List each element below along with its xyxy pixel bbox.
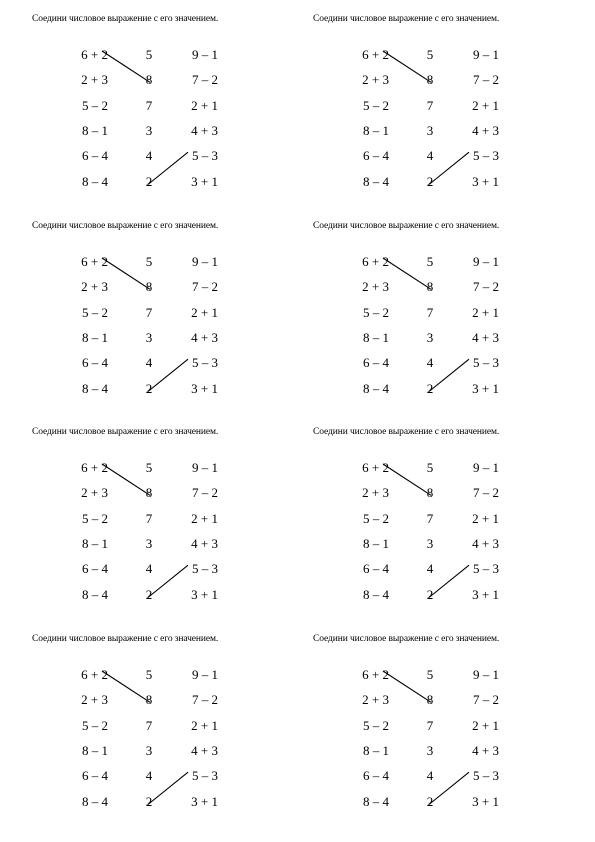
expression-right: 5 – 3 — [473, 355, 499, 371]
value-number: 4 — [426, 768, 434, 784]
expression-left: 8 – 1 — [363, 742, 389, 758]
expression-right: 9 – 1 — [192, 254, 218, 269]
expression-left: 2 + 3 — [81, 485, 108, 501]
expression-left: 8 – 1 — [82, 329, 108, 345]
expression-left: 6 + 2 — [81, 667, 108, 682]
value-number: 5 — [145, 460, 153, 475]
expression-right: 2 + 1 — [191, 717, 218, 733]
expression-left: 6 + 2 — [362, 254, 389, 269]
expression-right: 2 + 1 — [472, 717, 499, 733]
value-number: 3 — [426, 535, 434, 551]
exercise-card — [313, 221, 593, 421]
answer-lines — [313, 634, 593, 834]
expression-left: 6 – 4 — [82, 561, 108, 577]
expression-right: 7 – 2 — [473, 279, 499, 295]
value-number: 3 — [426, 742, 434, 758]
expression-left: 5 – 2 — [82, 97, 108, 113]
value-number: 7 — [145, 304, 153, 320]
expression-right: 2 + 1 — [191, 97, 218, 113]
expression-left: 5 – 2 — [363, 717, 389, 733]
expression-left: 5 – 2 — [82, 510, 108, 526]
value-number: 2 — [426, 380, 434, 396]
expression-right: 5 – 3 — [192, 148, 218, 164]
expression-left: 6 – 4 — [82, 355, 108, 371]
expression-left: 6 – 4 — [363, 561, 389, 577]
expression-left: 2 + 3 — [362, 692, 389, 708]
expression-left: 8 – 4 — [82, 793, 108, 809]
answer-lines — [313, 427, 593, 627]
expression-left: 8 – 4 — [82, 380, 108, 396]
exercise-card — [313, 427, 593, 627]
expression-right: 5 – 3 — [473, 561, 499, 577]
value-number: 2 — [145, 380, 153, 396]
exercise-instruction: Соедини числовое выражение с его значением. — [313, 14, 500, 24]
value-number: 4 — [145, 768, 153, 784]
value-number: 7 — [426, 717, 434, 733]
value-number: 8 — [145, 692, 153, 708]
expression-right: 9 – 1 — [473, 47, 499, 62]
value-number: 3 — [426, 329, 434, 345]
connection-line — [429, 152, 469, 184]
value-number: 7 — [145, 510, 153, 526]
expression-right: 5 – 3 — [192, 355, 218, 371]
expression-left: 8 – 4 — [363, 793, 389, 809]
value-number: 7 — [426, 97, 434, 113]
expression-left: 6 + 2 — [81, 254, 108, 269]
value-number: 5 — [426, 254, 434, 269]
expression-right: 9 – 1 — [473, 667, 499, 682]
answer-lines — [32, 427, 312, 627]
expression-right: 3 + 1 — [191, 380, 218, 396]
value-number: 8 — [145, 279, 153, 295]
value-number: 3 — [145, 742, 153, 758]
value-number: 3 — [145, 122, 153, 138]
value-number: 2 — [426, 586, 434, 602]
expression-left: 8 – 4 — [363, 380, 389, 396]
expression-right: 4 + 3 — [191, 122, 218, 138]
connection-line — [429, 359, 469, 391]
expression-right: 9 – 1 — [473, 460, 499, 475]
expression-right: 3 + 1 — [191, 793, 218, 809]
expression-right: 7 – 2 — [192, 279, 218, 295]
connection-line — [383, 464, 431, 495]
exercise-card — [32, 221, 312, 421]
expression-left: 8 – 1 — [82, 122, 108, 138]
value-number: 3 — [145, 329, 153, 345]
expression-right: 5 – 3 — [473, 768, 499, 784]
connection-line — [383, 51, 431, 82]
expression-right: 2 + 1 — [191, 510, 218, 526]
expression-right: 4 + 3 — [472, 329, 499, 345]
exercise-card — [32, 14, 312, 214]
value-number: 8 — [426, 72, 434, 88]
value-number: 8 — [426, 279, 434, 295]
value-number: 8 — [145, 485, 153, 501]
value-number: 4 — [145, 355, 153, 371]
expression-right: 3 + 1 — [472, 380, 499, 396]
expression-left: 6 – 4 — [363, 148, 389, 164]
expression-left: 8 – 4 — [82, 586, 108, 602]
expression-left: 8 – 1 — [363, 535, 389, 551]
expression-left: 8 – 1 — [82, 535, 108, 551]
value-number: 2 — [145, 793, 153, 809]
expression-left: 2 + 3 — [362, 279, 389, 295]
expression-right: 4 + 3 — [191, 329, 218, 345]
expression-left: 2 + 3 — [362, 485, 389, 501]
value-number: 8 — [426, 485, 434, 501]
value-number: 3 — [145, 535, 153, 551]
expression-left: 5 – 2 — [82, 717, 108, 733]
value-number: 5 — [145, 667, 153, 682]
value-number: 5 — [145, 47, 153, 62]
expression-left: 6 + 2 — [362, 47, 389, 62]
answer-lines — [32, 221, 312, 421]
expression-left: 8 – 4 — [82, 173, 108, 189]
expression-right: 9 – 1 — [192, 47, 218, 62]
connection-line — [102, 258, 150, 289]
expression-right: 7 – 2 — [473, 692, 499, 708]
exercise-card — [313, 634, 593, 834]
expression-right: 7 – 2 — [192, 485, 218, 501]
connection-line — [148, 772, 188, 804]
exercise-card — [32, 634, 312, 834]
exercise-instruction: Соедини числовое выражение с его значением. — [32, 427, 219, 437]
expression-left: 6 – 4 — [82, 768, 108, 784]
answer-lines — [313, 221, 593, 421]
connection-line — [383, 258, 431, 289]
expression-left: 8 – 4 — [363, 586, 389, 602]
expression-right: 3 + 1 — [472, 586, 499, 602]
value-number: 2 — [426, 173, 434, 189]
expression-left: 6 + 2 — [362, 460, 389, 475]
expression-left: 6 + 2 — [81, 460, 108, 475]
expression-right: 2 + 1 — [472, 97, 499, 113]
connection-line — [148, 152, 188, 184]
expression-right: 2 + 1 — [191, 304, 218, 320]
expression-right: 2 + 1 — [472, 510, 499, 526]
answer-lines — [32, 14, 312, 214]
value-number: 4 — [426, 148, 434, 164]
expression-left: 6 + 2 — [362, 667, 389, 682]
value-number: 7 — [145, 97, 153, 113]
expression-left: 5 – 2 — [363, 97, 389, 113]
value-number: 7 — [426, 304, 434, 320]
value-number: 8 — [426, 692, 434, 708]
connection-line — [429, 772, 469, 804]
value-number: 5 — [145, 254, 153, 269]
expression-right: 3 + 1 — [472, 173, 499, 189]
value-number: 4 — [145, 148, 153, 164]
expression-right: 4 + 3 — [191, 742, 218, 758]
value-number: 5 — [426, 667, 434, 682]
expression-left: 2 + 3 — [81, 279, 108, 295]
value-number: 7 — [426, 510, 434, 526]
exercise-instruction: Соедини числовое выражение с его значением. — [32, 221, 219, 231]
expression-right: 9 – 1 — [192, 667, 218, 682]
expression-right: 5 – 3 — [192, 561, 218, 577]
expression-left: 5 – 2 — [82, 304, 108, 320]
expression-right: 7 – 2 — [192, 692, 218, 708]
value-number: 5 — [426, 47, 434, 62]
expression-right: 7 – 2 — [473, 485, 499, 501]
expression-left: 8 – 1 — [363, 122, 389, 138]
value-number: 5 — [426, 460, 434, 475]
connection-line — [102, 464, 150, 495]
value-number: 8 — [145, 72, 153, 88]
expression-left: 8 – 1 — [82, 742, 108, 758]
exercise-instruction: Соедини числовое выражение с его значением. — [32, 634, 219, 644]
exercise-card — [32, 427, 312, 627]
expression-left: 6 + 2 — [81, 47, 108, 62]
expression-right: 4 + 3 — [472, 535, 499, 551]
expression-right: 5 – 3 — [192, 768, 218, 784]
connection-line — [102, 51, 150, 82]
expression-right: 9 – 1 — [192, 460, 218, 475]
expression-right: 5 – 3 — [473, 148, 499, 164]
value-number: 4 — [426, 561, 434, 577]
expression-left: 8 – 4 — [363, 173, 389, 189]
expression-right: 3 + 1 — [472, 793, 499, 809]
connection-line — [102, 671, 150, 702]
connection-line — [383, 671, 431, 702]
expression-right: 9 – 1 — [473, 254, 499, 269]
expression-right: 3 + 1 — [191, 586, 218, 602]
expression-right: 4 + 3 — [472, 122, 499, 138]
expression-left: 6 – 4 — [363, 768, 389, 784]
exercise-instruction: Соедини числовое выражение с его значением. — [313, 634, 500, 644]
expression-left: 2 + 3 — [81, 692, 108, 708]
expression-left: 5 – 2 — [363, 304, 389, 320]
value-number: 4 — [145, 561, 153, 577]
expression-right: 4 + 3 — [191, 535, 218, 551]
connection-line — [429, 565, 469, 597]
answer-lines — [313, 14, 593, 214]
expression-left: 6 – 4 — [363, 355, 389, 371]
expression-right: 7 – 2 — [192, 72, 218, 88]
value-number: 2 — [145, 586, 153, 602]
value-number: 3 — [426, 122, 434, 138]
expression-right: 7 – 2 — [473, 72, 499, 88]
expression-right: 3 + 1 — [191, 173, 218, 189]
value-number: 2 — [145, 173, 153, 189]
exercise-instruction: Соедини числовое выражение с его значением. — [313, 427, 500, 437]
expression-left: 2 + 3 — [362, 72, 389, 88]
expression-left: 5 – 2 — [363, 510, 389, 526]
exercise-instruction: Соедини числовое выражение с его значением. — [32, 14, 219, 24]
exercise-instruction: Соедини числовое выражение с его значением. — [313, 221, 500, 231]
value-number: 2 — [426, 793, 434, 809]
expression-left: 6 – 4 — [82, 148, 108, 164]
expression-right: 2 + 1 — [472, 304, 499, 320]
connection-line — [148, 565, 188, 597]
expression-left: 2 + 3 — [81, 72, 108, 88]
connection-line — [148, 359, 188, 391]
expression-left: 8 – 1 — [363, 329, 389, 345]
value-number: 7 — [145, 717, 153, 733]
answer-lines — [32, 634, 312, 834]
exercise-card — [313, 14, 593, 214]
expression-right: 4 + 3 — [472, 742, 499, 758]
value-number: 4 — [426, 355, 434, 371]
